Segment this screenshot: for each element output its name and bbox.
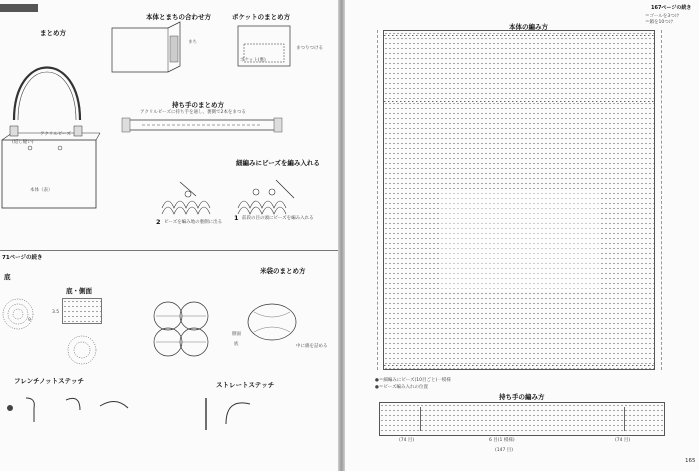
count-bottom-3: (74 目) bbox=[615, 438, 631, 443]
count-bottom-2: (147 目) bbox=[495, 448, 514, 453]
kome-diagram bbox=[240, 298, 304, 348]
legend-2: ●＝ビーズ編み入れの位置 bbox=[375, 385, 429, 390]
matome-title: まとめ方 bbox=[40, 29, 66, 37]
hontai-machi-title: 本体とまちの合わせ方 bbox=[146, 13, 211, 21]
handle-divider-left bbox=[420, 407, 421, 431]
bag-illustration bbox=[0, 40, 100, 210]
french-knot-diagram bbox=[4, 388, 144, 428]
handle-chart bbox=[379, 402, 665, 436]
label-naka: 中に綿を詰める bbox=[296, 344, 328, 349]
soko-side-title: 底・側面 bbox=[66, 287, 92, 295]
bead-title: 細編みにビーズを編み入れる bbox=[236, 159, 320, 167]
step2-text: ビーズを編み地の裏側に出る bbox=[164, 220, 223, 225]
ref-title: 167ページの続き bbox=[651, 5, 692, 11]
step-number-2: 2 bbox=[156, 218, 161, 226]
soko-circle-diagram bbox=[0, 296, 40, 336]
label-kaeshi: (返し縫い) bbox=[12, 140, 34, 145]
step-number-1: 1 bbox=[234, 214, 239, 222]
page-number: 165 bbox=[685, 458, 696, 464]
section-header-bar bbox=[0, 4, 38, 12]
french-knot-title: フレンチノットステッチ bbox=[14, 377, 84, 385]
mochite-matome-title: 持ち手のまとめ方 bbox=[172, 101, 224, 109]
legend-top-2: ＝鎖を10つけ bbox=[645, 20, 674, 25]
right-edge-marker bbox=[661, 30, 662, 370]
legend-1: ●＝細編みにビーズ(10目ごと)一模様 bbox=[375, 378, 451, 383]
legend-top-1: ＝ゴールを3つけ bbox=[645, 14, 680, 19]
label-hontai: 本体（表） bbox=[30, 188, 53, 193]
soko-side-grid bbox=[62, 298, 102, 324]
handle-chart-stitches bbox=[380, 403, 664, 435]
label-machi: まち bbox=[188, 40, 197, 45]
chart-row-bottom bbox=[384, 365, 654, 366]
handle-divider-right bbox=[624, 407, 625, 431]
count-bottom-1: (74 目) bbox=[399, 438, 415, 443]
section-divider bbox=[0, 250, 338, 251]
label-acrylic-note: アクリルビーズに持ち手を通し、裏側で2本をまつる bbox=[140, 110, 246, 115]
left-edge-marker bbox=[377, 30, 378, 370]
label-acrylic: アクリルビーズ bbox=[40, 132, 71, 137]
right-page bbox=[345, 0, 699, 471]
handle-diagram bbox=[122, 114, 282, 144]
label-nuitsuke: まつりつける bbox=[296, 46, 323, 51]
dimension-label-2: 3.5 bbox=[52, 310, 60, 315]
dimension-label-1: 9 bbox=[28, 318, 31, 323]
label-pocket-ura: ポケット(裏) bbox=[240, 58, 266, 63]
label-soko: 底 bbox=[234, 342, 239, 347]
kome-title: 米袋のまとめ方 bbox=[260, 267, 306, 275]
chart-row-upper bbox=[384, 101, 654, 102]
straight-diagram bbox=[200, 394, 260, 434]
count-bottom-mid: 6 目(1 模様) bbox=[489, 438, 515, 443]
bead-step2-diagram bbox=[160, 178, 220, 218]
label-sokomen: 側面 bbox=[232, 332, 241, 337]
step1-text: 前段の目の頭にビーズを編み入れる bbox=[242, 216, 314, 221]
hontai-amikata-title: 本体の編み方 bbox=[509, 23, 548, 31]
motif-area bbox=[440, 191, 600, 291]
straight-title: ストレートステッチ bbox=[216, 381, 275, 389]
bead-step1-diagram bbox=[236, 178, 306, 218]
section-ref: 71ページの続き bbox=[2, 255, 43, 261]
balls-diagram bbox=[148, 296, 218, 366]
soko-title: 底 bbox=[4, 273, 11, 281]
chart-row-top bbox=[384, 35, 654, 36]
hontai-machi-diagram bbox=[108, 22, 188, 82]
body-chart bbox=[383, 30, 655, 370]
soko-side-circle bbox=[62, 330, 102, 370]
pocket-title: ポケットのまとめ方 bbox=[232, 13, 291, 21]
mochite-amikata-title: 持ち手の編み方 bbox=[499, 393, 545, 401]
pocket-diagram bbox=[236, 22, 296, 72]
book-spine bbox=[338, 0, 345, 471]
left-page bbox=[0, 0, 338, 471]
